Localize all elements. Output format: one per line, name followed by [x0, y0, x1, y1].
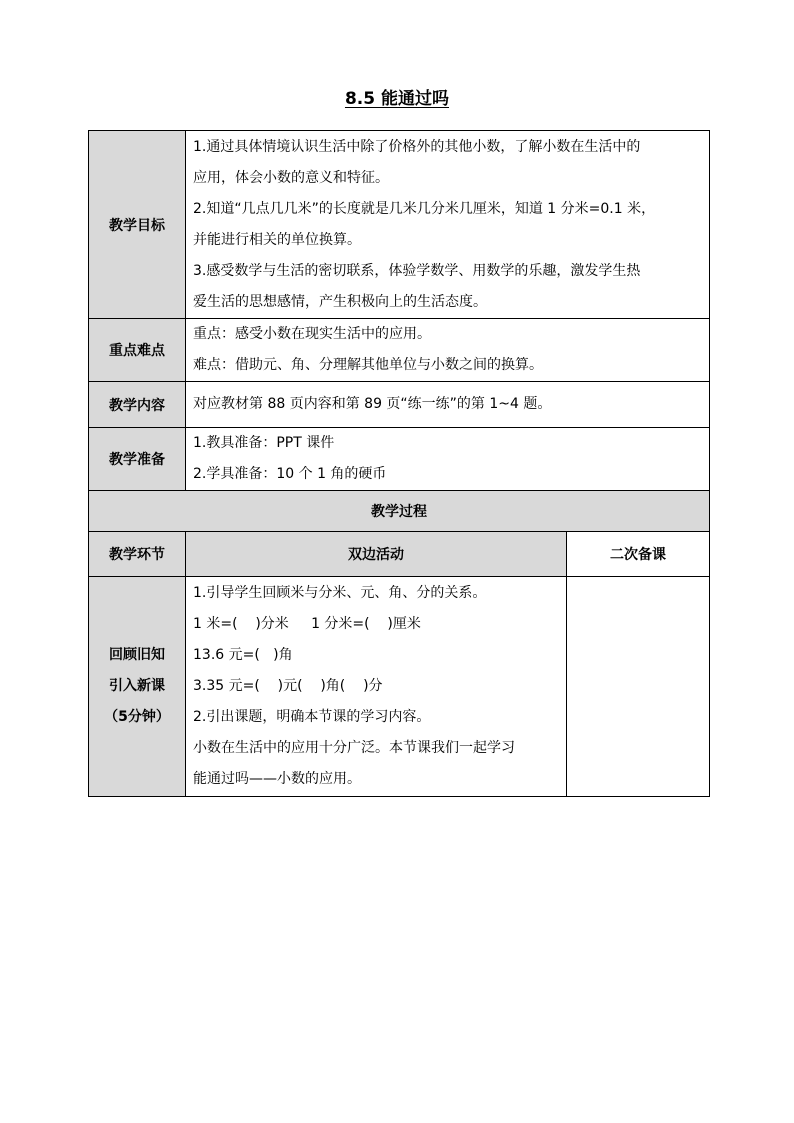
row-content [89, 382, 710, 428]
activity-line: 2.引出课题，明确本节课的学习内容。 [193, 709, 431, 725]
content-line: 对应教材第 88 页内容和第 89 页“练一练”的第 1~4 题。 [193, 396, 552, 412]
key-point-line: 难点：借助元、角、分理解其他单位与小数之间的换算。 [193, 357, 543, 373]
row-prep [89, 428, 710, 491]
activity-line: 小数在生活中的应用十分广泛。本节课我们一起学习 [193, 740, 515, 756]
content-label: 教学内容 [89, 382, 186, 428]
stage-activity [186, 577, 567, 797]
lesson-plan-table [88, 130, 710, 797]
prep-label: 教学准备 [89, 428, 186, 491]
key-point-line: 重点：感受小数在现实生活中的应用。 [193, 326, 431, 342]
prep-content [186, 428, 710, 491]
goals-line: 2.知道“几点几几米”的长度就是几米几分米几厘米，知道 1 分米=0.1 米， [193, 200, 656, 217]
page-title [0, 84, 794, 109]
row-key-points [89, 319, 710, 382]
stage-label-line: 回顾旧知 [109, 647, 165, 663]
column-header-notes: 二次备课 [567, 532, 710, 577]
goals-line: 3.感受数学与生活的密切联系，体验学数学、用数学的乐趣，激发学生热 [193, 262, 641, 279]
stage-label-line: 引入新课 [109, 678, 165, 694]
goals-line: 应用，体会小数的意义和特征。 [193, 169, 389, 186]
stage-label [89, 577, 186, 797]
prep-line: 2.学具准备：10 个 1 角的硬币 [193, 466, 387, 482]
column-header-activity: 双边活动 [186, 532, 567, 577]
goals-line: 爱生活的思想感情，产生积极向上的生活态度。 [193, 293, 487, 310]
goals-content [186, 131, 710, 319]
activity-line: 3.35 元=( )元( )角( )分 [193, 678, 383, 694]
content-content [186, 382, 710, 428]
goals-line: 1.通过具体情境认识生活中除了价格外的其他小数，了解小数在生活中的 [193, 138, 641, 155]
goals-label: 教学目标 [89, 131, 186, 319]
stage-label-line: （5分钟） [104, 709, 170, 725]
key-points-content [186, 319, 710, 382]
column-header-stage: 教学环节 [89, 532, 186, 577]
stage-notes [567, 577, 710, 797]
row-stage-review [89, 577, 710, 797]
prep-line: 1.教具准备：PPT 课件 [193, 435, 335, 451]
row-goals [89, 131, 710, 319]
activity-line: 能通过吗——小数的应用。 [193, 771, 361, 787]
activity-line: 13.6 元=( )角 [193, 647, 293, 663]
row-process-header [89, 491, 710, 532]
key-points-label: 重点难点 [89, 319, 186, 382]
row-column-headers [89, 532, 710, 577]
page-title-text: 8.5 能通过吗 [344, 89, 450, 109]
goals-line: 并能进行相关的单位换算。 [193, 231, 361, 248]
process-header: 教学过程 [89, 491, 710, 532]
activity-line: 1.引导学生回顾米与分米、元、角、分的关系。 [193, 585, 487, 601]
activity-line: 1 米=( )分米 1 分米=( )厘米 [193, 616, 421, 632]
